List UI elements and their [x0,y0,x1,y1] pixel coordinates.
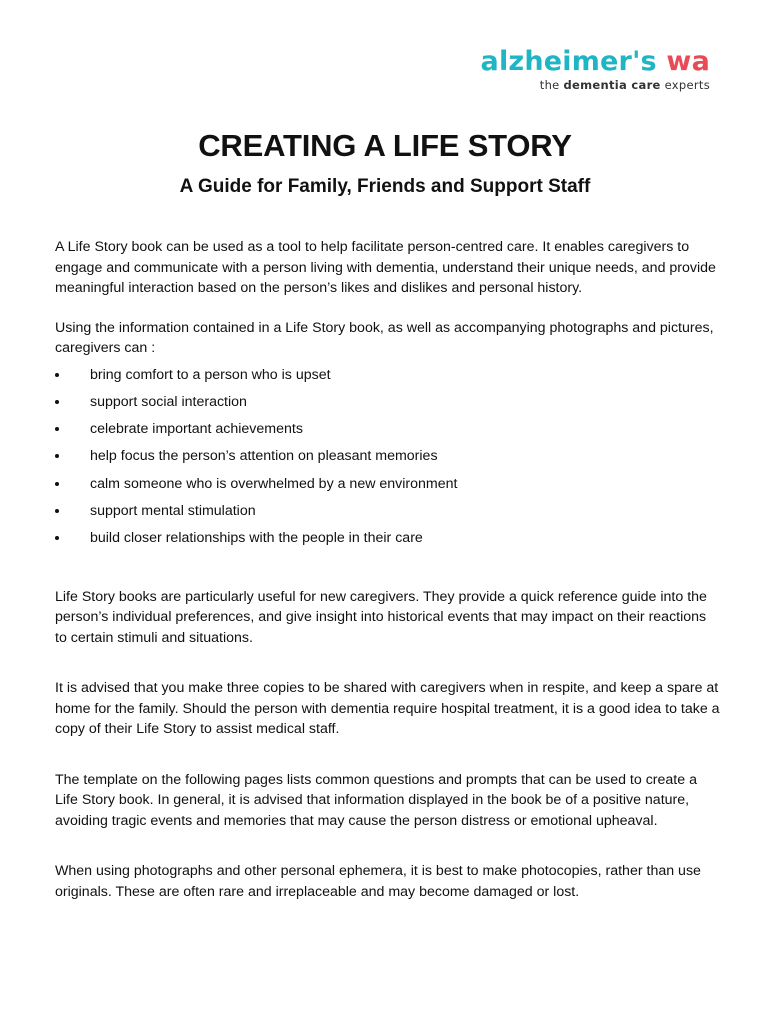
bullet-icon [55,509,59,513]
document-subtitle: A Guide for Family, Friends and Support Staff [179,176,591,197]
paragraph-intro: A Life Story book can be used as a tool to help facilitate person-centred care. It enables caregivers to engage and communicate with a person living with dementia, understand their unique needs, and provide meaningful interaction based on the person’s likes and dislikes and personal history. [55,239,716,296]
list-item-text: support social interaction [90,393,247,410]
paragraph-useful: Life Story books are particularly useful for new caregivers. They provide a quick reference guide into the person’s individual preferences, and give insight into historical events that may impact on their reactions to certain stimuli and situations. [55,588,707,646]
bullet-icon [55,536,59,540]
list-item [55,474,720,501]
logo-word-accent: wa [666,46,710,77]
list-item-text: calm someone who is overwhelmed by a new environment [90,475,458,492]
paragraph-template: The template on the following pages lists common questions and prompts that can be used to create a Life Story book. In general, it is advised that information displayed in the book be of a positive nature, avoiding tragic events and memories that may cause the person distress or emotional upheaval. [55,771,697,829]
document-title: CREATING A LIFE STORY [198,128,572,163]
document-body [55,237,720,902]
list-item-text: celebrate important achievements [90,421,303,438]
benefits-list [55,365,720,556]
paragraph-photos: When using photographs and other personal ephemera, it is best to make photocopies, rather than use originals. These are often rare and irreplaceable and may become damaged or lost. [55,863,701,900]
bullet-icon [55,373,59,377]
paragraph-copies: It is advised that you make three copies to be shared with caregivers when in respite, and keep a spare at home for the family. Should the person with dementia require hospital treatment, it is a good idea to take a copy of their Life Story to assist medical staff. [55,680,720,738]
list-item-text: build closer relationships with the people in their care [90,530,423,547]
logo-tagline-post: experts [660,78,710,92]
list-item [55,392,720,419]
list-item [55,419,720,446]
alzheimers-wa-logo [481,48,710,92]
list-item [55,365,720,392]
bullet-icon [55,400,59,404]
list-item-text: bring comfort to a person who is upset [90,366,331,383]
logo-tagline [481,80,710,92]
list-item-text: help focus the person’s attention on pleasant memories [90,448,438,465]
logo-word-main: alzheimer's [480,46,667,77]
bullet-icon [55,427,59,431]
list-item-text: support mental stimulation [90,502,256,519]
paragraph-using: Using the information contained in a Life Story book, as well as accompanying photographs and pictures, caregivers can : [55,319,714,356]
list-item [55,528,720,555]
logo-tagline-bold: dementia care [563,78,661,92]
logo-tagline-pre: the [539,78,564,92]
list-item [55,501,720,528]
logo-wordmark [481,48,710,75]
bullet-icon [55,454,59,458]
list-item [55,446,720,473]
bullet-icon [55,482,59,486]
